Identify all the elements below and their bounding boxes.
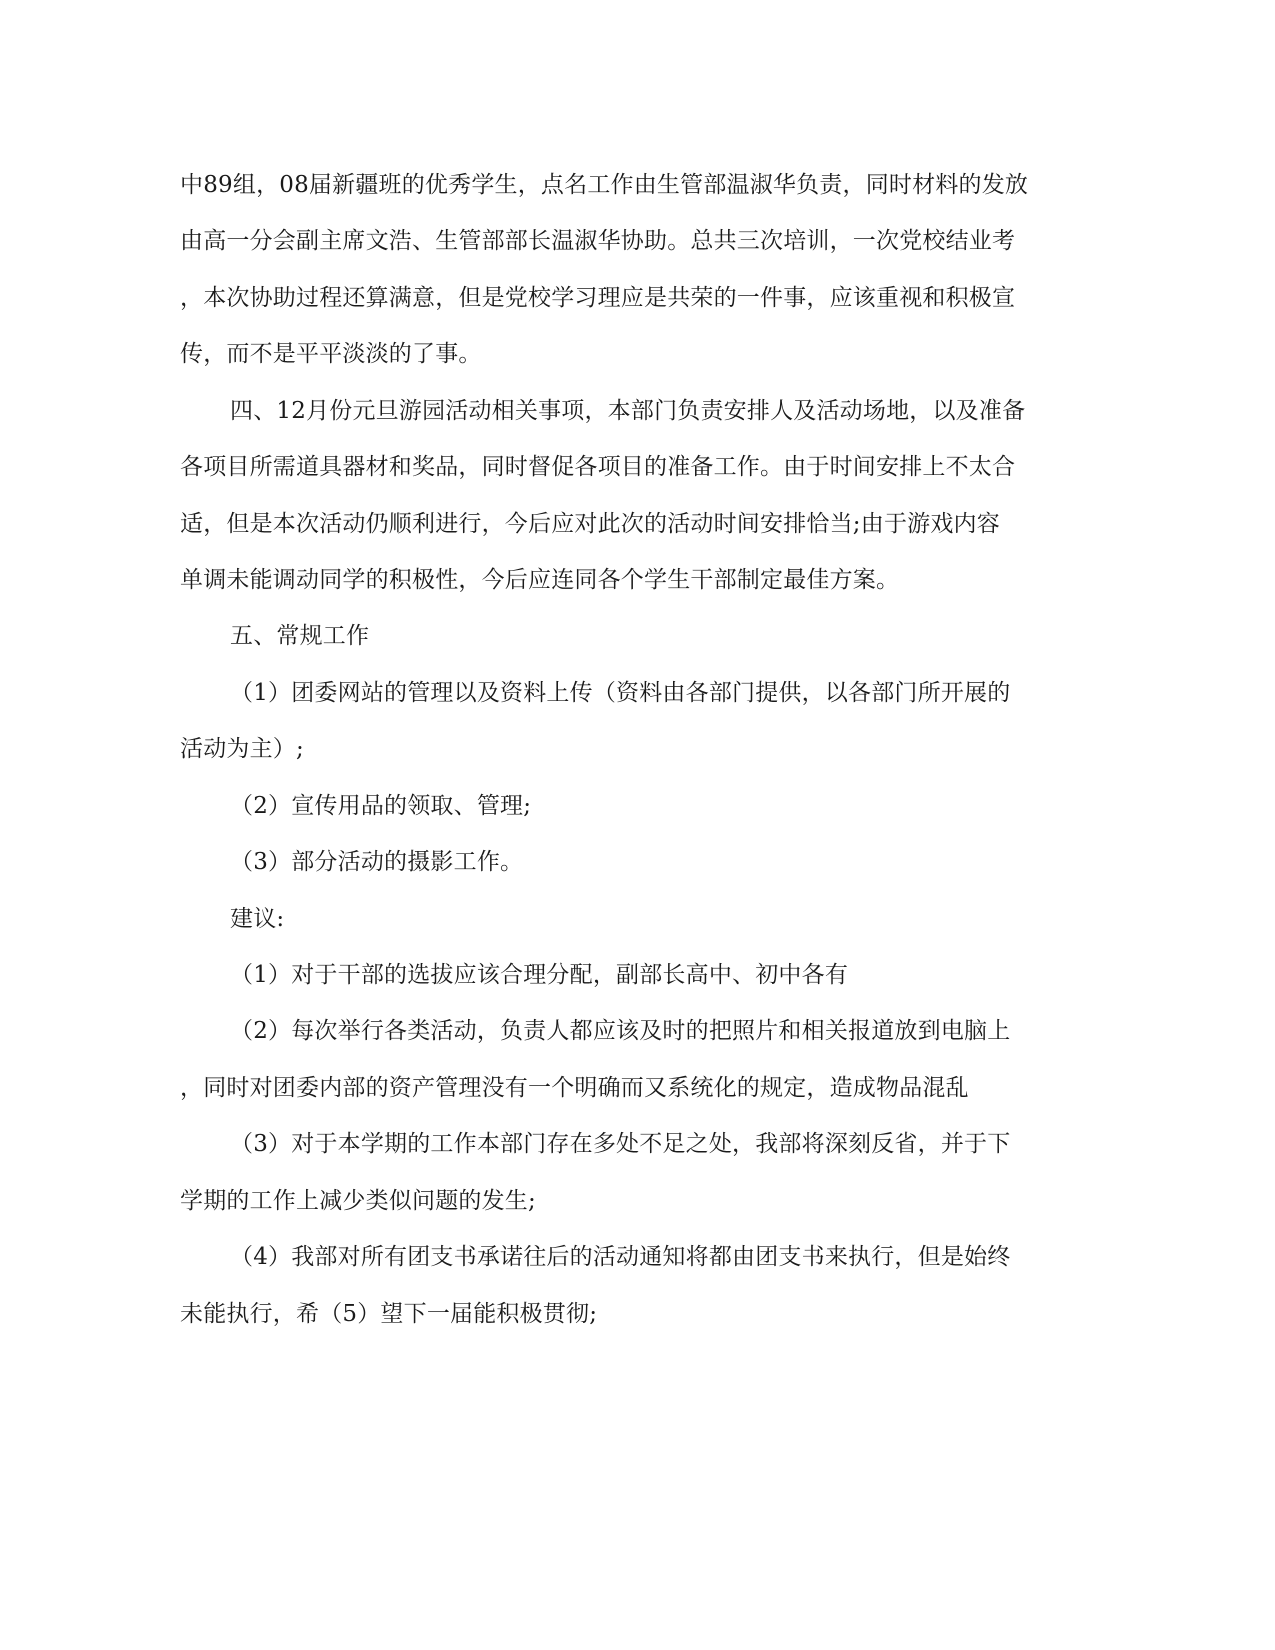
text-line: 由高一分会副主席文浩、生管部部长温淑华协助。总共三次培训，一次党校结业考	[180, 228, 1016, 254]
text-line: 各项目所需道具器材和奖品，同时督促各项目的准备工作。由于时间安排上不太合	[180, 454, 1016, 480]
list-item: （3）对于本学期的工作本部门存在多处不足之处，我部将深刻反省，并于下	[230, 1131, 1011, 1157]
text-line: 四、12月份元旦游园活动相关事项，本部门负责安排人及活动场地，以及准备	[230, 398, 1026, 424]
list-item: （3）部分活动的摄影工作。	[230, 849, 524, 875]
text-line: 适，但是本次活动仍顺利进行，今后应对此次的活动时间安排恰当;由于游戏内容	[180, 511, 1000, 537]
list-item: （2）每次举行各类活动，负责人都应该及时的把照片和相关报道放到电脑上	[230, 1018, 1011, 1044]
text-line: 活动为主）;	[180, 736, 304, 762]
text-line: ，同时对团委内部的资产管理没有一个明确而又系统化的规定，造成物品混乱	[180, 1075, 969, 1101]
list-item: （1）对于干部的选拔应该合理分配，副部长高中、初中各有	[230, 962, 849, 988]
list-item: （4）我部对所有团支书承诺往后的活动通知将都由团支书来执行，但是始终	[230, 1244, 1011, 1270]
section-heading: 建议:	[230, 906, 285, 932]
text-line: 单调未能调动同学的积极性，今后应连同各个学生干部制定最佳方案。	[180, 567, 900, 593]
text-line: 学期的工作上减少类似问题的发生;	[180, 1188, 536, 1214]
text-line: 未能执行，希（5）望下一届能积极贯彻;	[180, 1301, 598, 1327]
list-item: （2）宣传用品的领取、管理;	[230, 793, 532, 819]
text-line: 传，而不是平平淡淡的了事。	[180, 341, 482, 367]
text-line: ，本次协助过程还算满意，但是党校学习理应是共荣的一件事，应该重视和积极宣	[180, 285, 1016, 311]
list-item: （1）团委网站的管理以及资料上传（资料由各部门提供，以各部门所开展的	[230, 680, 1011, 706]
text-line: 中89组，08届新疆班的优秀学生，点名工作由生管部温淑华负责，同时材料的发放	[180, 172, 1029, 198]
section-heading: 五、常规工作	[230, 623, 370, 649]
